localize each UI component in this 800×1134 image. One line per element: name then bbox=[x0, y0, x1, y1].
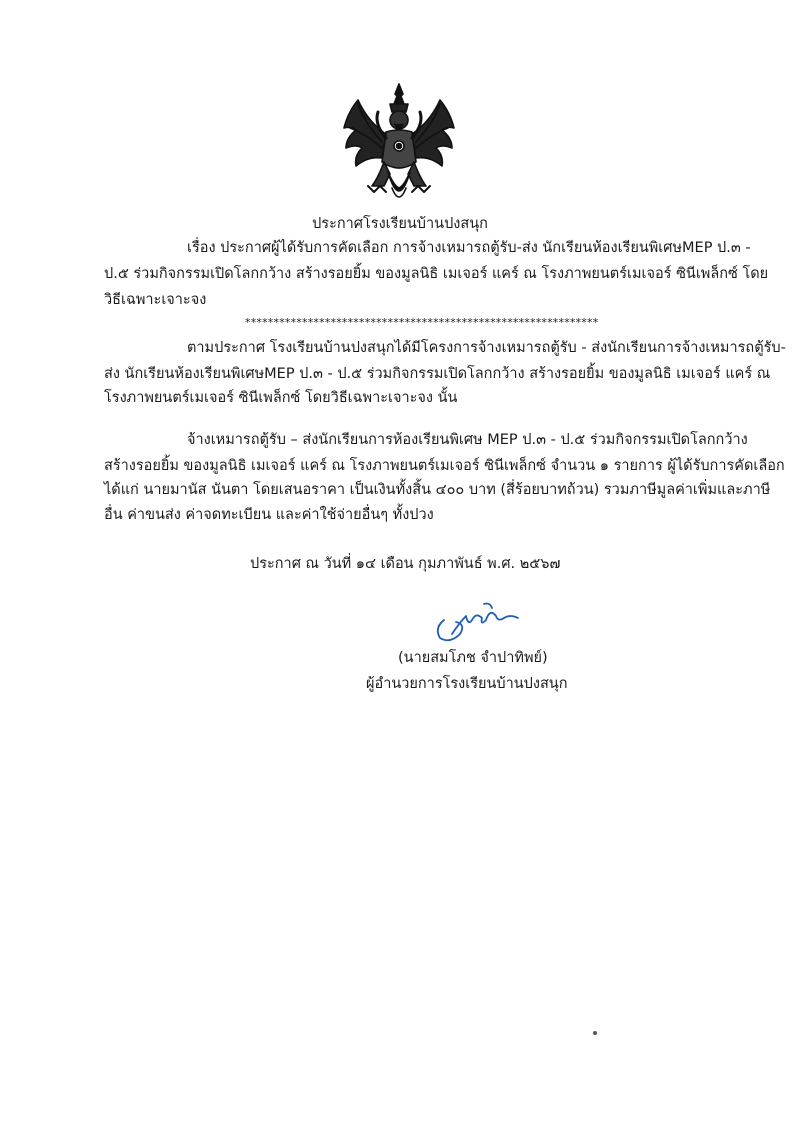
speck-mark bbox=[593, 1031, 597, 1035]
subject-line-1: เรื่อง ประกาศผู้ได้รับการคัดเลือก การจ้างเหมารถตู้รับ-ส่ง นักเรียนห้องเรียนพิเศษMEP ป.๓ - bbox=[187, 240, 751, 256]
subject-line-2: ป.๕ ร่วมกิจกรรมเปิดโลกกว้าง สร้างรอยยิ้ม ของมูลนิธิ เมเจอร์ แคร์ ณ โรงภาพยนตร์เมเจอร์ ซินีเพล็กซ์ โดย bbox=[104, 266, 769, 282]
signatory-position: ผู้อำนวยการโรงเรียนบ้านปงสนุก bbox=[366, 676, 568, 692]
subject-line-3: วิธีเฉพาะเจาะจง bbox=[104, 292, 207, 308]
paragraph-2-line-4: อื่น ค่าขนส่ง ค่าจดทะเบียน และค่าใช้จ่ายอื่นๆ ทั้งปวง bbox=[104, 507, 434, 523]
paragraph-1-line-1: ตามประกาศ โรงเรียนบ้านปงสนุกได้มีโครงการจ้างเหมารถตู้รับ - ส่งนักเรียนการจ้างเหมารถตู้รับ- bbox=[187, 340, 786, 356]
paragraph-2-line-1: จ้างเหมารถตู้รับ – ส่งนักเรียนการห้องเรียนพิเศษ MEP ป.๓ - ป.๕ ร่วมกิจกรรมเปิดโลกกว้าง bbox=[187, 432, 748, 448]
announcement-date: ประกาศ ณ วันที่ ๑๔ เดือน กุมภาพันธ์ พ.ศ. ๒๕๖๗ bbox=[250, 556, 561, 572]
separator-line: ************************************************************** bbox=[245, 316, 599, 329]
signatory-name: (นายสมโภช จำปาทิพย์) bbox=[398, 650, 548, 666]
paragraph-1-line-2: ส่ง นักเรียนห้องเรียนพิเศษMEP ป.๓ - ป.๕ ร่วมกิจกรรมเปิดโลกกว้าง สร้างรอยยิ้ม ของมูลนิธิ เมเจอร์ แคร์ ณ bbox=[104, 366, 771, 382]
paragraph-2-line-2: สร้างรอยยิ้ม ของมูลนิธิ เมเจอร์ แคร์ ณ โรงภาพยนตร์เมเจอร์ ซินีเพล็กซ์ จำนวน ๑ รายการ ผู้ได้รับการคัดเลือก bbox=[104, 458, 785, 474]
handwritten-signature bbox=[430, 598, 522, 646]
garuda-emblem-icon bbox=[338, 82, 460, 212]
document-title: ประกาศโรงเรียนบ้านปงสนุก bbox=[312, 216, 488, 232]
paragraph-2-line-3: ได้แก่ นายมานัส นันตา โดยเสนอราคา เป็นเงินทั้งสิ้น ๔๐๐ บาท (สี่ร้อยบาทถ้วน) รวมภาษีมูลค่าเพิ่มและภาษี bbox=[104, 482, 771, 498]
paragraph-1-line-3: โรงภาพยนตร์เมเจอร์ ซินีเพล็กซ์ โดยวิธีเฉพาะเจาะจง นั้น bbox=[104, 390, 458, 406]
